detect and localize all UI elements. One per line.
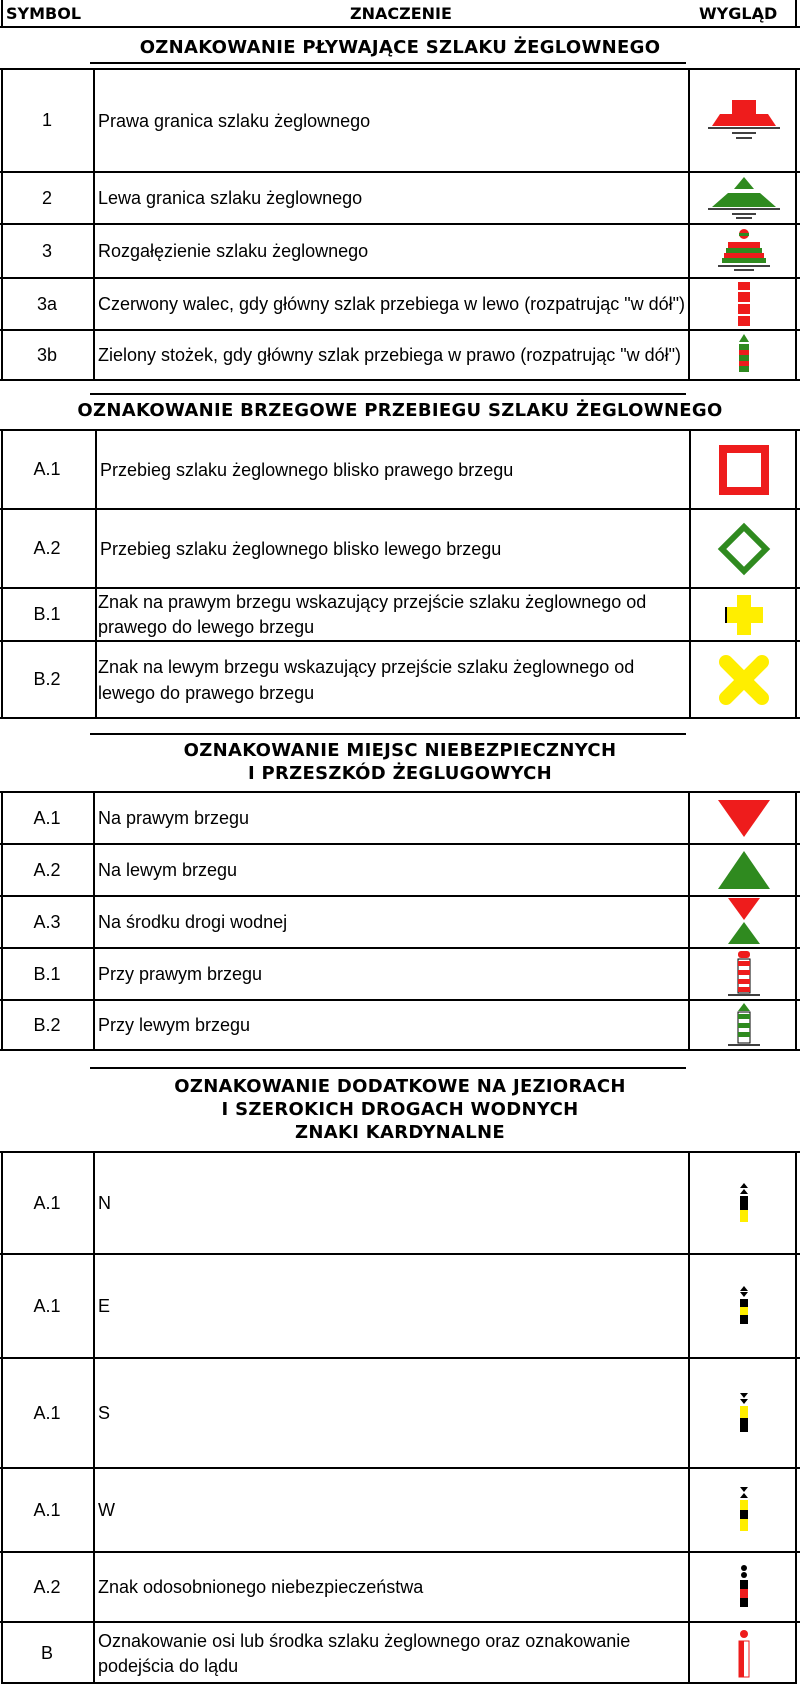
green-diamond-icon (717, 522, 771, 576)
column-line (95, 429, 97, 717)
icon-cell (690, 1359, 798, 1467)
icon-cell (690, 331, 798, 379)
header-appearance: WYGLĄD (699, 4, 778, 23)
yellow-x-icon (718, 654, 770, 706)
row-symbol: A.3 (33, 911, 61, 932)
row-symbol: 2 (41, 187, 52, 208)
row-meaning: Przy lewym brzegu (98, 1015, 251, 1035)
red-white-lighthouse-icon (724, 950, 764, 998)
green-up-triangle-icon (716, 849, 772, 891)
row-symbol: A.1 (33, 1192, 61, 1213)
table-row (0, 949, 800, 999)
red-square-icon (719, 445, 769, 495)
icon-cell (690, 793, 798, 843)
row-symbol: A.1 (33, 1499, 61, 1520)
row-symbol: 3b (36, 344, 58, 365)
row-symbol: A.1 (33, 1402, 61, 1423)
row-symbol: A.1 (33, 1295, 61, 1316)
row-symbol: A.1 (33, 459, 61, 479)
section-title: OZNAKOWANIE DODATKOWE NA JEZIORACH (174, 1076, 626, 1097)
row-meaning: W (98, 1500, 115, 1520)
row-symbol: B.2 (33, 1014, 61, 1035)
row-meaning: N (98, 1193, 111, 1213)
cardinal-east-icon (736, 1286, 752, 1326)
row-symbol: B.1 (33, 604, 61, 624)
section-cardinal (0, 1051, 800, 1151)
red-green-triangles-icon (724, 898, 764, 946)
section-title: OZNAKOWANIE PŁYWAJĄCE SZLAKU ŻEGLOWNEGO (139, 37, 661, 58)
yellow-cross-icon (719, 592, 769, 638)
row-symbol: A.2 (33, 859, 61, 880)
row-meaning: Znak na lewym brzegu wskazujący przejście szlaku żeglownego od lewego do prawego brzegu (98, 656, 635, 703)
row-meaning: Znak odosobnionego niebezpieczeństwa (98, 1577, 424, 1597)
column-line (688, 791, 690, 1049)
safe-water-mark-icon (732, 1629, 756, 1679)
icon-cell (690, 949, 798, 999)
icon-cell (690, 510, 798, 587)
section-title: OZNAKOWANIE BRZEGOWE PRZEBIEGU SZLAKU ŻEGLOWNEGO (77, 400, 723, 421)
icon-cell (690, 173, 798, 223)
row-meaning: Oznakowanie osi lub środka szlaku żeglownego oraz oznakowanie podejścia do lądu (98, 1630, 631, 1676)
column-line (689, 429, 691, 717)
icon-cell (690, 1553, 798, 1621)
icon-cell (690, 1001, 798, 1049)
table-row (0, 510, 800, 587)
row-symbol: A.2 (33, 1576, 61, 1597)
section-shore (0, 381, 800, 429)
isolated-danger-icon (736, 1565, 752, 1609)
section-danger (0, 719, 800, 791)
section-rule (90, 733, 686, 735)
column-line (93, 791, 95, 1049)
table-row (0, 173, 800, 223)
header-meaning: ZNACZENIE (350, 4, 452, 23)
row-symbol: 3 (41, 240, 52, 261)
row-meaning: Na lewym brzegu (98, 860, 238, 880)
section-title: I SZEROKICH DROGACH WODNYCH (221, 1099, 579, 1120)
table-row (0, 225, 800, 277)
green-triangle-buoy-icon (704, 175, 784, 221)
table-row (0, 279, 800, 329)
table-row (0, 1469, 800, 1551)
icon-cell (690, 642, 798, 717)
red-striped-pole-icon (734, 281, 754, 327)
section-title: OZNAKOWANIE MIEJSC NIEBEZPIECZNYCH (183, 740, 617, 761)
row-symbol: 3a (36, 293, 58, 314)
icon-cell (690, 1153, 798, 1253)
icon-cell (690, 1623, 798, 1684)
section-rule (90, 1067, 686, 1069)
red-trapezoid-buoy-icon (704, 96, 784, 146)
cardinal-north-icon (736, 1183, 752, 1223)
table-row (0, 1153, 800, 1253)
icon-cell (690, 897, 798, 947)
header-symbol: SYMBOL (6, 4, 82, 23)
column-line (688, 68, 690, 379)
icon-cell (690, 1469, 798, 1551)
table-row (0, 1001, 800, 1049)
row-meaning: Przebieg szlaku żeglownego blisko prawego brzegu (100, 459, 514, 480)
table-header (0, 0, 800, 26)
table-row (0, 1359, 800, 1467)
icon-cell (690, 1255, 798, 1357)
table-row (0, 897, 800, 947)
section-rule (90, 393, 686, 395)
section-title: I PRZESZKÓD ŻEGLUGOWYCH (247, 763, 553, 784)
row-meaning: Przy prawym brzegu (98, 964, 263, 984)
table-row (0, 331, 800, 379)
table-row (0, 845, 800, 895)
row-meaning: Lewa granica szlaku żeglownego (98, 188, 363, 208)
row-meaning: Przebieg szlaku żeglownego blisko lewego brzegu (100, 538, 502, 559)
cardinal-west-icon (736, 1487, 752, 1533)
icon-cell (690, 431, 798, 508)
cardinal-south-icon (736, 1393, 752, 1433)
section-title: ZNAKI KARDYNALNE (295, 1122, 505, 1143)
table-row (0, 431, 800, 508)
icon-cell (690, 70, 798, 171)
row-meaning: Na prawym brzegu (98, 808, 250, 828)
column-line (93, 1151, 95, 1684)
section-floating (0, 28, 800, 68)
row-symbol: B (40, 1643, 53, 1663)
row-meaning: Czerwony walec, gdy główny szlak przebiega w lewo (rozpatrując "w dół") (98, 293, 686, 314)
table-row (0, 642, 800, 717)
table-row (0, 1623, 800, 1684)
row-symbol: A.2 (33, 538, 61, 558)
section-rule (90, 62, 686, 64)
icon-cell (690, 225, 798, 277)
row-meaning: Na środku drogi wodnej (98, 912, 288, 932)
red-down-triangle-icon (716, 797, 772, 839)
row-meaning: Zielony stożek, gdy główny szlak przebiega w prawo (rozpatrując "w dół") (98, 344, 682, 365)
row-symbol: 1 (41, 110, 52, 130)
green-white-lighthouse-icon (724, 1002, 764, 1048)
green-striped-pole-icon (734, 333, 754, 377)
column-line (688, 1151, 690, 1684)
row-meaning: Prawa granica szlaku żeglownego (98, 110, 371, 131)
table-row (0, 793, 800, 843)
row-meaning: Rozgałęzienie szlaku żeglownego (98, 241, 369, 261)
table-row (0, 70, 800, 171)
row-meaning: S (98, 1403, 111, 1423)
row-symbol: A.1 (33, 807, 61, 828)
table-row (0, 589, 800, 640)
red-green-striped-buoy-icon (714, 228, 774, 274)
table-row (0, 1255, 800, 1357)
icon-cell (690, 279, 798, 329)
table-row (0, 1553, 800, 1621)
row-symbol: B.2 (33, 669, 61, 689)
icon-cell (690, 845, 798, 895)
row-symbol: B.1 (33, 963, 61, 984)
icon-cell (690, 589, 798, 640)
row-meaning: E (98, 1296, 111, 1316)
column-line (93, 68, 95, 379)
row-meaning: Znak na prawym brzegu wskazujący przejście szlaku żeglownego od prawego do lewego brzegu (98, 591, 647, 637)
